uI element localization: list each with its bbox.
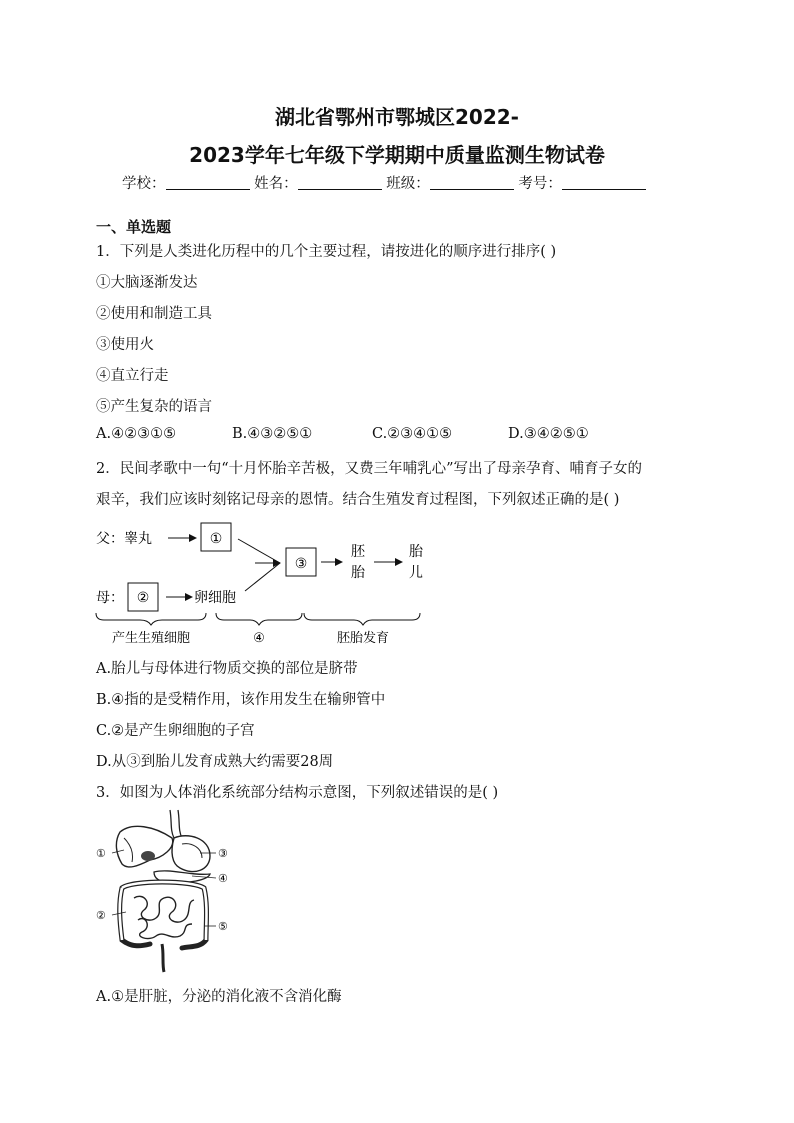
class-label: 班级：: [386, 176, 430, 192]
school-blank: [166, 175, 250, 190]
digestive-system-diagram: [92, 808, 252, 978]
q2-option-a[interactable]: A.胎儿与母体进行物质交换的部位是脐带: [96, 661, 358, 677]
q2-option-b[interactable]: B.④指的是受精作用，该作用发生在输卵管中: [96, 692, 386, 708]
brace-3: [304, 613, 420, 625]
q1-option-b[interactable]: B.④③②⑤①: [232, 426, 313, 442]
brace-1: [96, 613, 206, 625]
large-intestine-inner: [120, 882, 207, 940]
school-label: 学校：: [122, 176, 166, 192]
student-info-row: [122, 172, 646, 193]
q3-option-a[interactable]: A.①是肝脏，分泌的消化液不含消化酶: [96, 989, 342, 1005]
father-label: 父：睾丸: [96, 531, 152, 547]
number-blank: [562, 175, 646, 190]
q2-stem-line2: 艰辛，我们应该时刻铭记母亲的恩情。结合生殖发育过程图，下列叙述正确的是( ): [96, 492, 620, 508]
q1-item: ④直立行走: [96, 368, 169, 384]
q1-item: ②使用和制造工具: [96, 306, 212, 322]
mother-label: 母：: [96, 590, 124, 606]
join-line-top: [238, 539, 280, 563]
label-3: ③: [218, 847, 228, 860]
box-2-label: ②: [136, 590, 150, 606]
q2-option-c[interactable]: C.②是产生卵细胞的子宫: [96, 723, 255, 739]
q1-item: ③使用火: [96, 337, 154, 353]
page-title-line2: 2023学年七年级下学期期中质量监测生物试卷: [189, 143, 605, 167]
brace-2-label: ④: [253, 631, 265, 646]
brace-3-label: 胚胎发育: [336, 631, 390, 646]
liver-shape: [116, 826, 172, 867]
q1-item: ①大脑逐渐发达: [96, 275, 198, 291]
stomach-shape: [172, 836, 210, 872]
label-1: ①: [96, 847, 106, 860]
section-title: 一、单选题: [96, 218, 172, 236]
fetus-label-top: 胎: [409, 544, 423, 560]
egg-label: 卵细胞: [194, 590, 236, 606]
label-5: ⑤: [218, 920, 228, 933]
q1-item: ⑤产生复杂的语言: [96, 399, 212, 415]
gallbladder-shape: [141, 851, 155, 861]
q1-option-c[interactable]: C.②③④①⑤: [372, 426, 453, 442]
label-2: ②: [96, 909, 106, 922]
esophagus: [170, 810, 182, 838]
label-4: ④: [218, 872, 228, 885]
join-line-bottom: [245, 563, 280, 591]
name-label: 姓名：: [254, 176, 298, 192]
q3-stem: 3．如图为人体消化系统部分结构示意图，下列叙述错误的是( ): [96, 785, 499, 801]
embryo-label-bottom: 胎: [351, 565, 365, 581]
large-intestine-left: [120, 888, 150, 946]
reproduction-diagram: [90, 515, 450, 650]
fetus-label-bottom: 儿: [409, 565, 423, 581]
class-blank: [430, 175, 514, 190]
embryo-label-top: 胚: [351, 544, 365, 560]
number-label: 考号：: [518, 176, 562, 192]
q1-stem: 1．下列是人类进化历程中的几个主要过程，请按进化的顺序进行排序( ): [96, 244, 557, 260]
name-blank: [298, 175, 382, 190]
rectum: [162, 944, 164, 972]
large-intestine-outer: [122, 882, 207, 948]
page-title-line1: 湖北省鄂州市鄂城区2022-: [275, 105, 519, 129]
small-intestine: [134, 896, 194, 938]
brace-2: [216, 613, 302, 625]
brace-1-label: 产生生殖细胞: [111, 631, 191, 646]
q2-option-d[interactable]: D.从③到胎儿发育成熟大约需要28周: [96, 754, 334, 770]
box-1-label: ①: [209, 531, 223, 547]
q1-option-a[interactable]: A.④②③①⑤: [96, 426, 177, 442]
q1-option-d[interactable]: D.③④②⑤①: [508, 426, 589, 442]
q2-stem-line1: 2．民间孝歌中一句“十月怀胎辛苦极，又费三年哺乳心”写出了母亲孕育、哺育子女的: [96, 461, 643, 477]
box-3-label: ③: [294, 556, 308, 572]
